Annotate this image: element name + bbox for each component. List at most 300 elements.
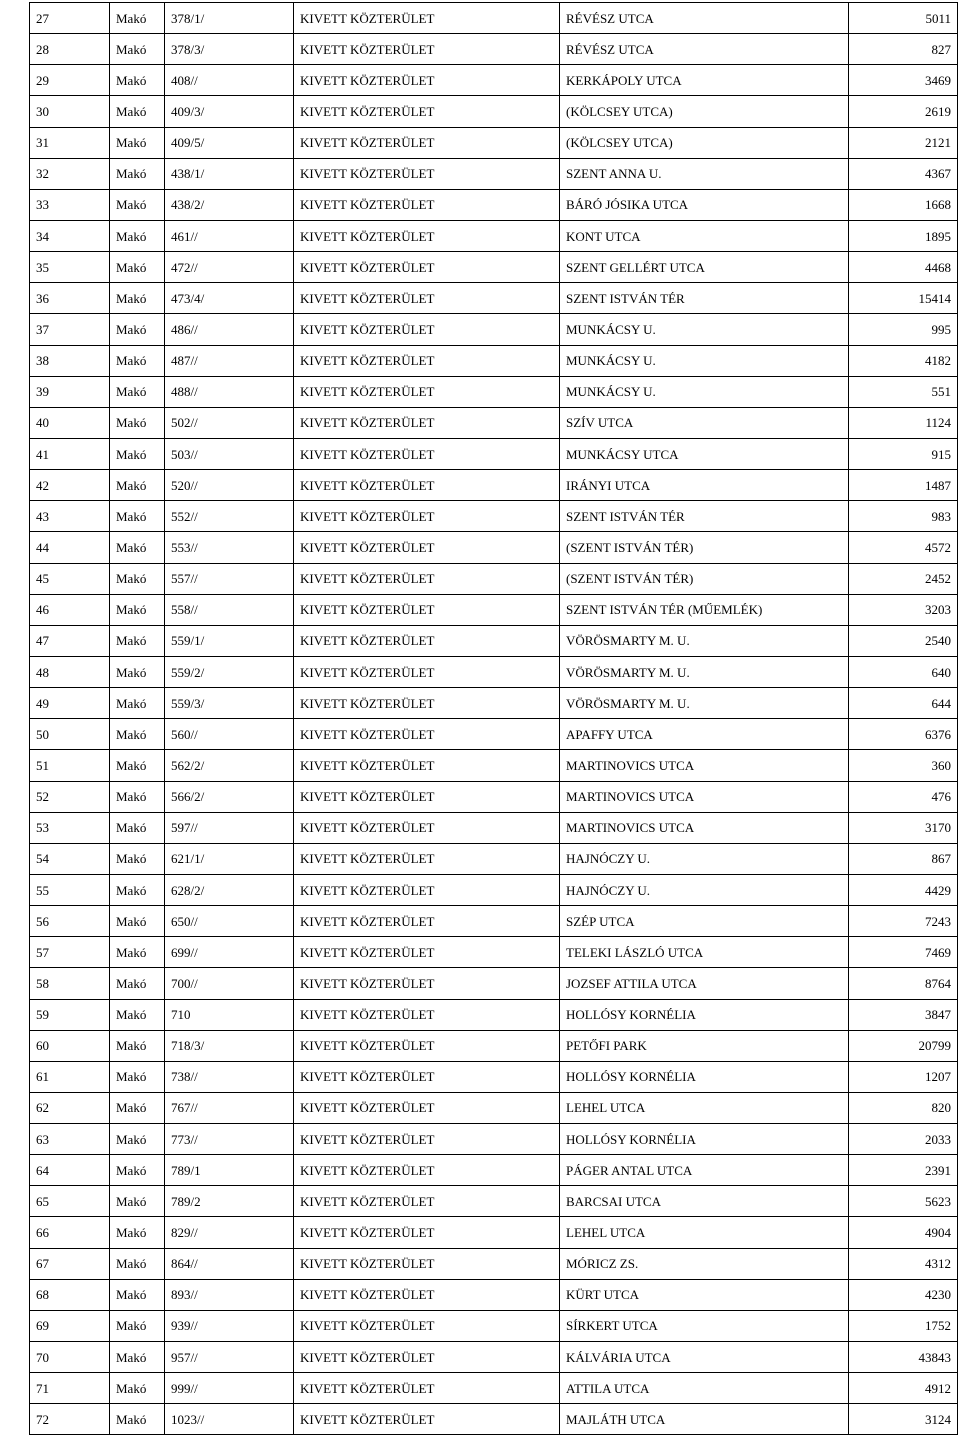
land-type-cell: KIVETT KÖZTERÜLET <box>294 812 560 843</box>
street-name-cell: IRÁNYI UTCA <box>560 470 849 501</box>
area-cell: 4182 <box>849 345 958 376</box>
area-cell: 2619 <box>849 96 958 127</box>
row-number: 53 <box>30 812 110 843</box>
settlement-cell: Makó <box>110 1092 165 1123</box>
parcel-number-cell: 487// <box>165 345 294 376</box>
table-row <box>30 719 958 750</box>
street-name-cell: BARCSAI UTCA <box>560 1186 849 1217</box>
table-row <box>30 438 958 469</box>
settlement-cell: Makó <box>110 968 165 999</box>
row-number: 70 <box>30 1342 110 1373</box>
table-row <box>30 874 958 905</box>
settlement-cell: Makó <box>110 314 165 345</box>
table-row <box>30 65 958 96</box>
parcel-number-cell: 650// <box>165 906 294 937</box>
parcel-number-cell: 520// <box>165 470 294 501</box>
row-number: 45 <box>30 563 110 594</box>
row-number: 29 <box>30 65 110 96</box>
row-number: 27 <box>30 3 110 34</box>
street-name-cell: PÁGER ANTAL UTCA <box>560 1155 849 1186</box>
row-number: 30 <box>30 96 110 127</box>
settlement-cell: Makó <box>110 220 165 251</box>
settlement-cell: Makó <box>110 1373 165 1404</box>
area-cell: 3469 <box>849 65 958 96</box>
settlement-cell: Makó <box>110 189 165 220</box>
street-name-cell: VÖRÖSMARTY M. U. <box>560 656 849 687</box>
area-cell: 7243 <box>849 906 958 937</box>
area-cell: 867 <box>849 843 958 874</box>
table-row <box>30 999 958 1030</box>
row-number: 61 <box>30 1061 110 1092</box>
street-name-cell: MARTINOVICS UTCA <box>560 750 849 781</box>
area-cell: 3203 <box>849 594 958 625</box>
land-type-cell: KIVETT KÖZTERÜLET <box>294 3 560 34</box>
land-type-cell: KIVETT KÖZTERÜLET <box>294 1310 560 1341</box>
street-name-cell: RÉVÉSZ UTCA <box>560 3 849 34</box>
settlement-cell: Makó <box>110 1217 165 1248</box>
street-name-cell: HAJNÓCZY U. <box>560 843 849 874</box>
row-number: 65 <box>30 1186 110 1217</box>
land-type-cell: KIVETT KÖZTERÜLET <box>294 220 560 251</box>
street-name-cell: MARTINOVICS UTCA <box>560 781 849 812</box>
street-name-cell: MUNKÁCSY UTCA <box>560 438 849 469</box>
table-row <box>30 189 958 220</box>
street-name-cell: BÁRÓ JÓSIKA UTCA <box>560 189 849 220</box>
row-number: 50 <box>30 719 110 750</box>
settlement-cell: Makó <box>110 1404 165 1435</box>
table-row <box>30 843 958 874</box>
area-cell: 4429 <box>849 874 958 905</box>
parcel-number-cell: 559/3/ <box>165 688 294 719</box>
street-name-cell: LEHEL UTCA <box>560 1092 849 1123</box>
parcel-number-cell: 829// <box>165 1217 294 1248</box>
parcel-table-body <box>30 3 958 1435</box>
row-number: 68 <box>30 1279 110 1310</box>
table-row <box>30 594 958 625</box>
street-name-cell: KÁLVÁRIA UTCA <box>560 1342 849 1373</box>
land-type-cell: KIVETT KÖZTERÜLET <box>294 96 560 127</box>
parcel-number-cell: 999// <box>165 1373 294 1404</box>
parcel-number-cell: 461// <box>165 220 294 251</box>
settlement-cell: Makó <box>110 1342 165 1373</box>
settlement-cell: Makó <box>110 283 165 314</box>
parcel-number-cell: 566/2/ <box>165 781 294 812</box>
street-name-cell: MUNKÁCSY U. <box>560 314 849 345</box>
area-cell: 820 <box>849 1092 958 1123</box>
parcel-number-cell: 628/2/ <box>165 874 294 905</box>
table-row <box>30 501 958 532</box>
street-name-cell: KÜRT UTCA <box>560 1279 849 1310</box>
row-number: 66 <box>30 1217 110 1248</box>
area-cell: 1487 <box>849 470 958 501</box>
row-number: 42 <box>30 470 110 501</box>
street-name-cell: VÖRÖSMARTY M. U. <box>560 688 849 719</box>
settlement-cell: Makó <box>110 906 165 937</box>
land-type-cell: KIVETT KÖZTERÜLET <box>294 407 560 438</box>
area-cell: 915 <box>849 438 958 469</box>
table-row <box>30 1124 958 1155</box>
settlement-cell: Makó <box>110 65 165 96</box>
parcel-number-cell: 939// <box>165 1310 294 1341</box>
row-number: 49 <box>30 688 110 719</box>
land-type-cell: KIVETT KÖZTERÜLET <box>294 594 560 625</box>
parcel-number-cell: 558// <box>165 594 294 625</box>
area-cell: 4572 <box>849 532 958 563</box>
settlement-cell: Makó <box>110 781 165 812</box>
street-name-cell: MUNKÁCSY U. <box>560 345 849 376</box>
land-type-cell: KIVETT KÖZTERÜLET <box>294 968 560 999</box>
land-type-cell: KIVETT KÖZTERÜLET <box>294 1030 560 1061</box>
area-cell: 4468 <box>849 252 958 283</box>
street-name-cell: MÓRICZ ZS. <box>560 1248 849 1279</box>
table-row <box>30 1061 958 1092</box>
settlement-cell: Makó <box>110 1030 165 1061</box>
table-row <box>30 1030 958 1061</box>
table-row <box>30 252 958 283</box>
parcel-number-cell: 893// <box>165 1279 294 1310</box>
table-row <box>30 906 958 937</box>
parcel-number-cell: 699// <box>165 937 294 968</box>
table-row <box>30 470 958 501</box>
area-cell: 1207 <box>849 1061 958 1092</box>
settlement-cell: Makó <box>110 1124 165 1155</box>
parcel-number-cell: 597// <box>165 812 294 843</box>
settlement-cell: Makó <box>110 843 165 874</box>
area-cell: 8764 <box>849 968 958 999</box>
street-name-cell: KONT UTCA <box>560 220 849 251</box>
table-row <box>30 1373 958 1404</box>
row-number: 31 <box>30 127 110 158</box>
parcel-number-cell: 378/3/ <box>165 34 294 65</box>
land-type-cell: KIVETT KÖZTERÜLET <box>294 937 560 968</box>
row-number: 63 <box>30 1124 110 1155</box>
parcel-number-cell: 438/1/ <box>165 158 294 189</box>
land-type-cell: KIVETT KÖZTERÜLET <box>294 189 560 220</box>
land-type-cell: KIVETT KÖZTERÜLET <box>294 345 560 376</box>
settlement-cell: Makó <box>110 34 165 65</box>
area-cell: 4904 <box>849 1217 958 1248</box>
parcel-table <box>29 2 958 1435</box>
row-number: 46 <box>30 594 110 625</box>
parcel-number-cell: 718/3/ <box>165 1030 294 1061</box>
land-type-cell: KIVETT KÖZTERÜLET <box>294 65 560 96</box>
row-number: 28 <box>30 34 110 65</box>
row-number: 57 <box>30 937 110 968</box>
area-cell: 2121 <box>849 127 958 158</box>
row-number: 36 <box>30 283 110 314</box>
table-row <box>30 563 958 594</box>
parcel-number-cell: 560// <box>165 719 294 750</box>
area-cell: 43843 <box>849 1342 958 1373</box>
row-number: 51 <box>30 750 110 781</box>
street-name-cell: RÉVÉSZ UTCA <box>560 34 849 65</box>
row-number: 34 <box>30 220 110 251</box>
area-cell: 4312 <box>849 1248 958 1279</box>
settlement-cell: Makó <box>110 376 165 407</box>
land-type-cell: KIVETT KÖZTERÜLET <box>294 1248 560 1279</box>
settlement-cell: Makó <box>110 470 165 501</box>
settlement-cell: Makó <box>110 158 165 189</box>
row-number: 54 <box>30 843 110 874</box>
area-cell: 3124 <box>849 1404 958 1435</box>
street-name-cell: SZENT ISTVÁN TÉR <box>560 283 849 314</box>
settlement-cell: Makó <box>110 1248 165 1279</box>
land-type-cell: KIVETT KÖZTERÜLET <box>294 999 560 1030</box>
settlement-cell: Makó <box>110 96 165 127</box>
land-type-cell: KIVETT KÖZTERÜLET <box>294 127 560 158</box>
parcel-number-cell: 438/2/ <box>165 189 294 220</box>
street-name-cell: SZENT ANNA U. <box>560 158 849 189</box>
row-number: 33 <box>30 189 110 220</box>
area-cell: 1752 <box>849 1310 958 1341</box>
table-row <box>30 781 958 812</box>
parcel-number-cell: 773// <box>165 1124 294 1155</box>
parcel-number-cell: 957// <box>165 1342 294 1373</box>
land-type-cell: KIVETT KÖZTERÜLET <box>294 376 560 407</box>
parcel-number-cell: 710 <box>165 999 294 1030</box>
area-cell: 4367 <box>849 158 958 189</box>
street-name-cell: KERKÁPOLY UTCA <box>560 65 849 96</box>
parcel-number-cell: 562/2/ <box>165 750 294 781</box>
parcel-number-cell: 472// <box>165 252 294 283</box>
table-row <box>30 1342 958 1373</box>
row-number: 72 <box>30 1404 110 1435</box>
area-cell: 5011 <box>849 3 958 34</box>
table-row <box>30 96 958 127</box>
street-name-cell: HOLLÓSY KORNÉLIA <box>560 1061 849 1092</box>
table-row <box>30 1155 958 1186</box>
settlement-cell: Makó <box>110 1061 165 1092</box>
parcel-number-cell: 409/3/ <box>165 96 294 127</box>
land-type-cell: KIVETT KÖZTERÜLET <box>294 750 560 781</box>
parcel-number-cell: 502// <box>165 407 294 438</box>
area-cell: 20799 <box>849 1030 958 1061</box>
parcel-number-cell: 864// <box>165 1248 294 1279</box>
street-name-cell: PETŐFI PARK <box>560 1030 849 1061</box>
street-name-cell: MAJLÁTH UTCA <box>560 1404 849 1435</box>
table-row <box>30 407 958 438</box>
street-name-cell: SZENT ISTVÁN TÉR (MŰEMLÉK) <box>560 594 849 625</box>
parcel-number-cell: 700// <box>165 968 294 999</box>
row-number: 39 <box>30 376 110 407</box>
street-name-cell: HAJNÓCZY U. <box>560 874 849 905</box>
land-type-cell: KIVETT KÖZTERÜLET <box>294 781 560 812</box>
settlement-cell: Makó <box>110 252 165 283</box>
row-number: 47 <box>30 625 110 656</box>
land-type-cell: KIVETT KÖZTERÜLET <box>294 283 560 314</box>
row-number: 44 <box>30 532 110 563</box>
parcel-number-cell: 378/1/ <box>165 3 294 34</box>
area-cell: 3847 <box>849 999 958 1030</box>
parcel-number-cell: 409/5/ <box>165 127 294 158</box>
table-row <box>30 34 958 65</box>
table-row <box>30 968 958 999</box>
parcel-number-cell: 789/2 <box>165 1186 294 1217</box>
row-number: 69 <box>30 1310 110 1341</box>
land-type-cell: KIVETT KÖZTERÜLET <box>294 1092 560 1123</box>
area-cell: 983 <box>849 501 958 532</box>
street-name-cell: JOZSEF ATTILA UTCA <box>560 968 849 999</box>
land-type-cell: KIVETT KÖZTERÜLET <box>294 34 560 65</box>
area-cell: 995 <box>849 314 958 345</box>
land-type-cell: KIVETT KÖZTERÜLET <box>294 158 560 189</box>
row-number: 41 <box>30 438 110 469</box>
street-name-cell: SZÍV UTCA <box>560 407 849 438</box>
land-type-cell: KIVETT KÖZTERÜLET <box>294 656 560 687</box>
land-type-cell: KIVETT KÖZTERÜLET <box>294 1155 560 1186</box>
row-number: 48 <box>30 656 110 687</box>
table-row <box>30 220 958 251</box>
table-row <box>30 1310 958 1341</box>
table-row <box>30 688 958 719</box>
settlement-cell: Makó <box>110 563 165 594</box>
settlement-cell: Makó <box>110 438 165 469</box>
area-cell: 3170 <box>849 812 958 843</box>
parcel-number-cell: 553// <box>165 532 294 563</box>
table-row <box>30 1248 958 1279</box>
settlement-cell: Makó <box>110 1310 165 1341</box>
settlement-cell: Makó <box>110 999 165 1030</box>
land-type-cell: KIVETT KÖZTERÜLET <box>294 438 560 469</box>
land-type-cell: KIVETT KÖZTERÜLET <box>294 906 560 937</box>
parcel-number-cell: 408// <box>165 65 294 96</box>
area-cell: 360 <box>849 750 958 781</box>
street-name-cell: SZÉP UTCA <box>560 906 849 937</box>
parcel-number-cell: 767// <box>165 1092 294 1123</box>
settlement-cell: Makó <box>110 656 165 687</box>
table-row <box>30 656 958 687</box>
land-type-cell: KIVETT KÖZTERÜLET <box>294 1279 560 1310</box>
parcel-number-cell: 559/2/ <box>165 656 294 687</box>
settlement-cell: Makó <box>110 1186 165 1217</box>
parcel-number-cell: 559/1/ <box>165 625 294 656</box>
settlement-cell: Makó <box>110 127 165 158</box>
street-name-cell: MUNKÁCSY U. <box>560 376 849 407</box>
parcel-number-cell: 1023// <box>165 1404 294 1435</box>
settlement-cell: Makó <box>110 625 165 656</box>
street-name-cell: (KÖLCSEY UTCA) <box>560 127 849 158</box>
area-cell: 5623 <box>849 1186 958 1217</box>
row-number: 58 <box>30 968 110 999</box>
street-name-cell: LEHEL UTCA <box>560 1217 849 1248</box>
area-cell: 2033 <box>849 1124 958 1155</box>
row-number: 56 <box>30 906 110 937</box>
land-type-cell: KIVETT KÖZTERÜLET <box>294 625 560 656</box>
settlement-cell: Makó <box>110 719 165 750</box>
row-number: 64 <box>30 1155 110 1186</box>
table-row <box>30 376 958 407</box>
settlement-cell: Makó <box>110 407 165 438</box>
area-cell: 640 <box>849 656 958 687</box>
row-number: 62 <box>30 1092 110 1123</box>
row-number: 59 <box>30 999 110 1030</box>
area-cell: 1124 <box>849 407 958 438</box>
area-cell: 4230 <box>849 1279 958 1310</box>
row-number: 67 <box>30 1248 110 1279</box>
street-name-cell: MARTINOVICS UTCA <box>560 812 849 843</box>
row-number: 38 <box>30 345 110 376</box>
land-type-cell: KIVETT KÖZTERÜLET <box>294 532 560 563</box>
table-row <box>30 127 958 158</box>
land-type-cell: KIVETT KÖZTERÜLET <box>294 1186 560 1217</box>
land-type-cell: KIVETT KÖZTERÜLET <box>294 1217 560 1248</box>
settlement-cell: Makó <box>110 874 165 905</box>
table-row <box>30 1279 958 1310</box>
street-name-cell: SZENT GELLÉRT UTCA <box>560 252 849 283</box>
table-row <box>30 937 958 968</box>
area-cell: 644 <box>849 688 958 719</box>
table-row <box>30 283 958 314</box>
land-type-cell: KIVETT KÖZTERÜLET <box>294 1342 560 1373</box>
row-number: 55 <box>30 874 110 905</box>
table-row <box>30 1186 958 1217</box>
settlement-cell: Makó <box>110 688 165 719</box>
settlement-cell: Makó <box>110 937 165 968</box>
row-number: 37 <box>30 314 110 345</box>
area-cell: 2391 <box>849 1155 958 1186</box>
parcel-number-cell: 789/1 <box>165 1155 294 1186</box>
street-name-cell: APAFFY UTCA <box>560 719 849 750</box>
table-row <box>30 625 958 656</box>
area-cell: 827 <box>849 34 958 65</box>
settlement-cell: Makó <box>110 345 165 376</box>
settlement-cell: Makó <box>110 594 165 625</box>
parcel-number-cell: 473/4/ <box>165 283 294 314</box>
settlement-cell: Makó <box>110 1155 165 1186</box>
land-type-cell: KIVETT KÖZTERÜLET <box>294 1373 560 1404</box>
land-type-cell: KIVETT KÖZTERÜLET <box>294 314 560 345</box>
parcel-number-cell: 486// <box>165 314 294 345</box>
land-type-cell: KIVETT KÖZTERÜLET <box>294 470 560 501</box>
table-row <box>30 750 958 781</box>
parcel-number-cell: 621/1/ <box>165 843 294 874</box>
street-name-cell: ATTILA UTCA <box>560 1373 849 1404</box>
street-name-cell: SZENT ISTVÁN TÉR <box>560 501 849 532</box>
land-type-cell: KIVETT KÖZTERÜLET <box>294 688 560 719</box>
land-type-cell: KIVETT KÖZTERÜLET <box>294 843 560 874</box>
street-name-cell: (SZENT ISTVÁN TÉR) <box>560 532 849 563</box>
land-type-cell: KIVETT KÖZTERÜLET <box>294 719 560 750</box>
area-cell: 6376 <box>849 719 958 750</box>
row-number: 71 <box>30 1373 110 1404</box>
table-row <box>30 158 958 189</box>
land-type-cell: KIVETT KÖZTERÜLET <box>294 874 560 905</box>
area-cell: 2452 <box>849 563 958 594</box>
table-row <box>30 812 958 843</box>
area-cell: 476 <box>849 781 958 812</box>
street-name-cell: TELEKI LÁSZLÓ UTCA <box>560 937 849 968</box>
land-type-cell: KIVETT KÖZTERÜLET <box>294 1124 560 1155</box>
area-cell: 1668 <box>849 189 958 220</box>
row-number: 60 <box>30 1030 110 1061</box>
area-cell: 15414 <box>849 283 958 314</box>
parcel-number-cell: 557// <box>165 563 294 594</box>
parcel-number-cell: 503// <box>165 438 294 469</box>
parcel-number-cell: 488// <box>165 376 294 407</box>
street-name-cell: (SZENT ISTVÁN TÉR) <box>560 563 849 594</box>
street-name-cell: HOLLÓSY KORNÉLIA <box>560 999 849 1030</box>
settlement-cell: Makó <box>110 750 165 781</box>
land-type-cell: KIVETT KÖZTERÜLET <box>294 1404 560 1435</box>
land-type-cell: KIVETT KÖZTERÜLET <box>294 501 560 532</box>
table-row <box>30 1217 958 1248</box>
area-cell: 7469 <box>849 937 958 968</box>
row-number: 35 <box>30 252 110 283</box>
row-number: 32 <box>30 158 110 189</box>
area-cell: 2540 <box>849 625 958 656</box>
street-name-cell: VÖRÖSMARTY M. U. <box>560 625 849 656</box>
area-cell: 551 <box>849 376 958 407</box>
